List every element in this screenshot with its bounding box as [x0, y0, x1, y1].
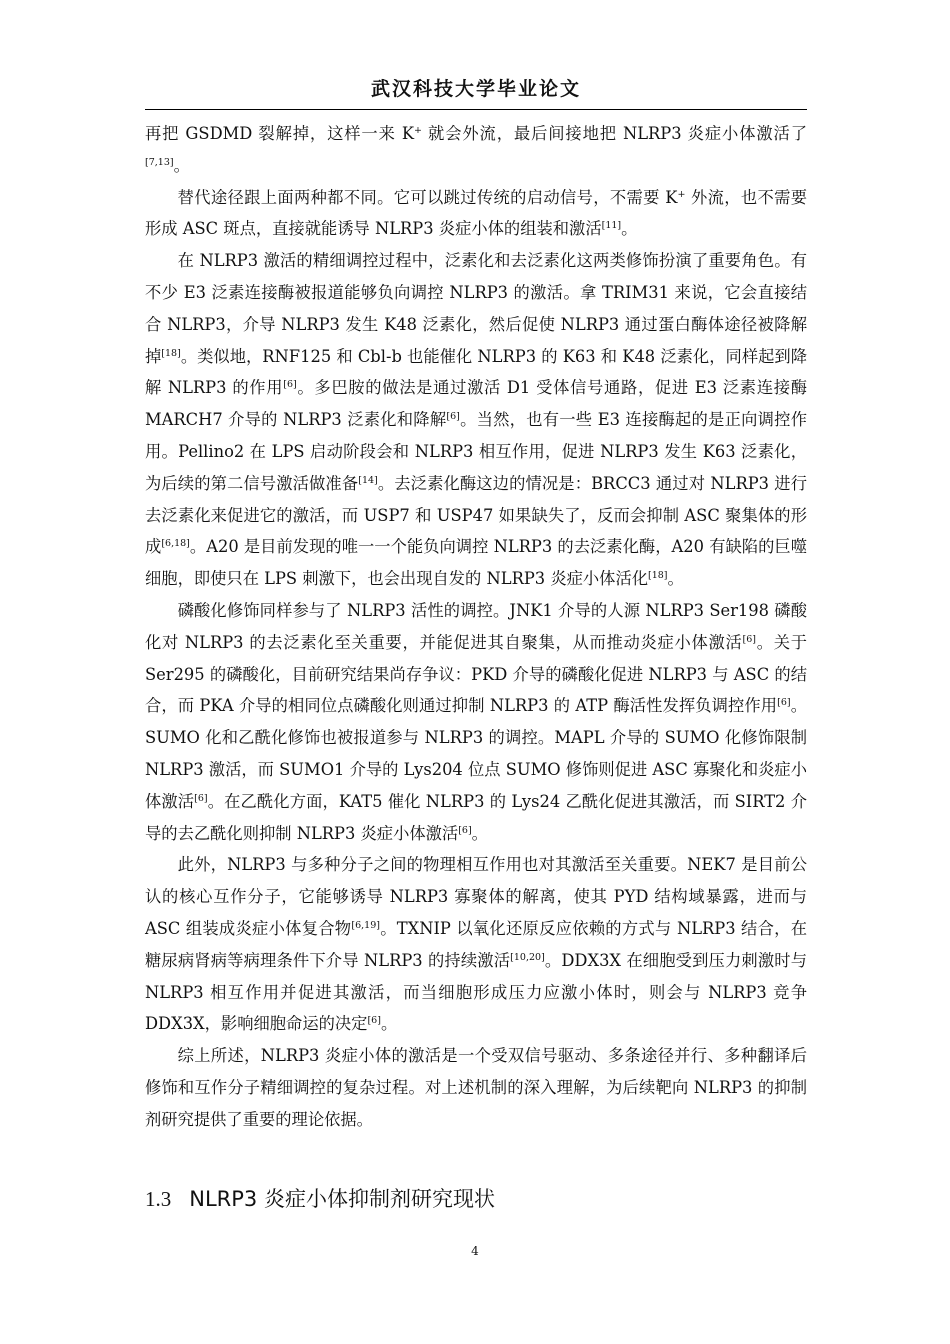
text-run: 。当然，也有一些 E3 连接酶起的是正向调控作用。Pellino2 在 LPS 启动阶段会和 NLRP3 相互作用，促进 NLRP3 发生 K63 泛素化，为后续的第二信号激活做准备	[145, 410, 807, 493]
page-number: 4	[471, 1244, 479, 1258]
citation: [6]	[777, 697, 791, 709]
paragraph-1	[145, 118, 807, 182]
citation: [10,20]	[510, 951, 545, 963]
text-run: 此外，NLRP3 与多种分子之间的物理相互作用也对其激活至关重要。NEK7 是目前公认的核心互作分子，它能够诱导 NLRP3 寡聚体的解离，使其 PYD 结构域暴露，进而与 ASC 组装成炎症小体复合物	[145, 855, 807, 938]
paragraph-6	[145, 1040, 807, 1135]
citation: [6]	[367, 1015, 381, 1027]
text-run: 。	[471, 823, 488, 843]
text-run: 磷酸化修饰同样参与了 NLRP3 活性的调控。JNK1 介导的人源 NLRP3 Ser198 磷酸化对 NLRP3 的去泛素化至关重要，并能促进其自聚集，从而推动炎症小体激活	[145, 600, 807, 652]
text-run: 。去泛素化酶这边的情况是：BRCC3 通过对 NLRP3 进行去泛素化来促进它的激活，而 USP7 和 USP47 如果缺失了，反而会抑制 ASC 聚集体的形成	[145, 473, 807, 557]
citation: [6]	[446, 411, 460, 423]
citation: [6]	[458, 824, 472, 836]
paragraph-5	[145, 849, 807, 1040]
running-header: 武汉科技大学毕业论文	[370, 78, 581, 100]
citation: +	[414, 125, 422, 136]
paragraph-4	[145, 595, 807, 849]
citation: +	[677, 188, 686, 200]
text-run: 。	[621, 219, 638, 239]
citation: [6,18]	[161, 538, 190, 550]
citation: [6]	[742, 633, 756, 645]
text-run: 。	[380, 1014, 398, 1034]
citation: [7,13]	[145, 156, 174, 168]
text-run: 。	[667, 569, 684, 589]
text-run: 。多巴胺的做法是通过激活 D1 受体信号通路，促进 E3 泛素连接酶 MARCH7 介导的 NLRP3 泛素化和降解	[145, 378, 807, 430]
header-rule	[145, 109, 807, 110]
citation: [6]	[194, 792, 208, 804]
text-run: 在 NLRP3 激活的精细调控过程中，泛素化和去泛素化这两类修饰扮演了重要角色。有不少 E3 泛素连接酶被报道能够负向调控 NLRP3 的激活。拿 TRIM31 来说，它会直接结合 NLRP3，介导 NLRP3 发生 K48 泛素化，然后促使 NLRP3 通过蛋白酶体途径被降解掉	[145, 251, 807, 366]
text-run: 综上所述，NLRP3 炎症小体的激活是一个受双信号驱动、多条途径并行、多种翻译后修饰和互作分子精细调控的复杂过程。对上述机制的深入理解，为后续靶向 NLRP3 的抑制剂研究提供了重要的理论依据。	[145, 1046, 807, 1129]
text-run: 。关于 Ser295 的磷酸化，目前研究结果尚存争议：PKD 介导的磷酸化促进 NLRP3 与 ASC 的结合，而 PKA 介导的相同位点磷酸化则通过抑制 NLRP3 的 ATP 酶活性发挥负调控作用	[145, 632, 807, 716]
paragraph-3	[145, 245, 807, 595]
text-run: 外流，也不需要形成 ASC 斑点，直接就能诱导 NLRP3 炎症小体的组装和激活	[145, 187, 808, 239]
text-run: 。A20 是目前发现的唯一一个能负向调控 NLRP3 的去泛素化酶，A20 有缺陷的巨噬细胞，即使只在 LPS 刺激下，也会出现自发的 NLRP3 炎症小体活化	[145, 537, 807, 589]
text-run: 替代途径跟上面两种都不同。它可以跳过传统的启动信号，不需要 K	[177, 187, 678, 207]
text-run: 。SUMO 化和乙酰化修饰也被报道参与 NLRP3 的调控。MAPL 介导的 SUMO 化修饰限制 NLRP3 激活，而 SUMO1 介导的 Lys204 位点 SUMO 修饰则促进 ASC 寡聚化和炎症小体激活	[145, 696, 807, 811]
body-text	[145, 118, 807, 1136]
section-number: 1.3	[145, 1187, 172, 1211]
citation: [18]	[648, 570, 668, 582]
text-run: 就会外流，最后间接地把 NLRP3 炎症小体激活了	[421, 124, 807, 143]
citation: [6,19]	[351, 919, 380, 931]
text-run: 再把 GSDMD 裂解掉，这样一来 K	[145, 124, 415, 143]
citation: [18]	[161, 347, 181, 359]
text-run: 。在乙酰化方面，KAT5 催化 NLRP3 的 Lys24 乙酰化促进其激活，而 SIRT2 介导的去乙酰化则抑制 NLRP3 炎症小体激活	[145, 791, 807, 843]
citation: [14]	[358, 474, 378, 486]
paragraph-2	[145, 182, 807, 246]
section-heading	[145, 1183, 495, 1213]
text-run: 。TXNIP 以氧化还原反应依赖的方式与 NLRP3 结合，在糖尿病肾病等病理条件下介导 NLRP3 的持续激活	[145, 918, 807, 970]
citation: [6]	[283, 379, 297, 391]
section-title: NLRP3 炎症小体抑制剂研究现状	[189, 1187, 495, 1211]
text-run: 。类似地，RNF125 和 Cbl-b 也能催化 NLRP3 的 K63 和 K48 泛素化，同样起到降解 NLRP3 的作用	[145, 346, 807, 398]
citation: [11]	[601, 220, 622, 232]
text-run: 。DDX3X 在细胞受到压力刺激时与 NLRP3 相互作用并促进其激活，而当细胞形成压力应激小体时，则会与 NLRP3 竞争 DDX3X，影响细胞命运的决定	[145, 950, 808, 1034]
text-run: 。	[173, 155, 190, 175]
